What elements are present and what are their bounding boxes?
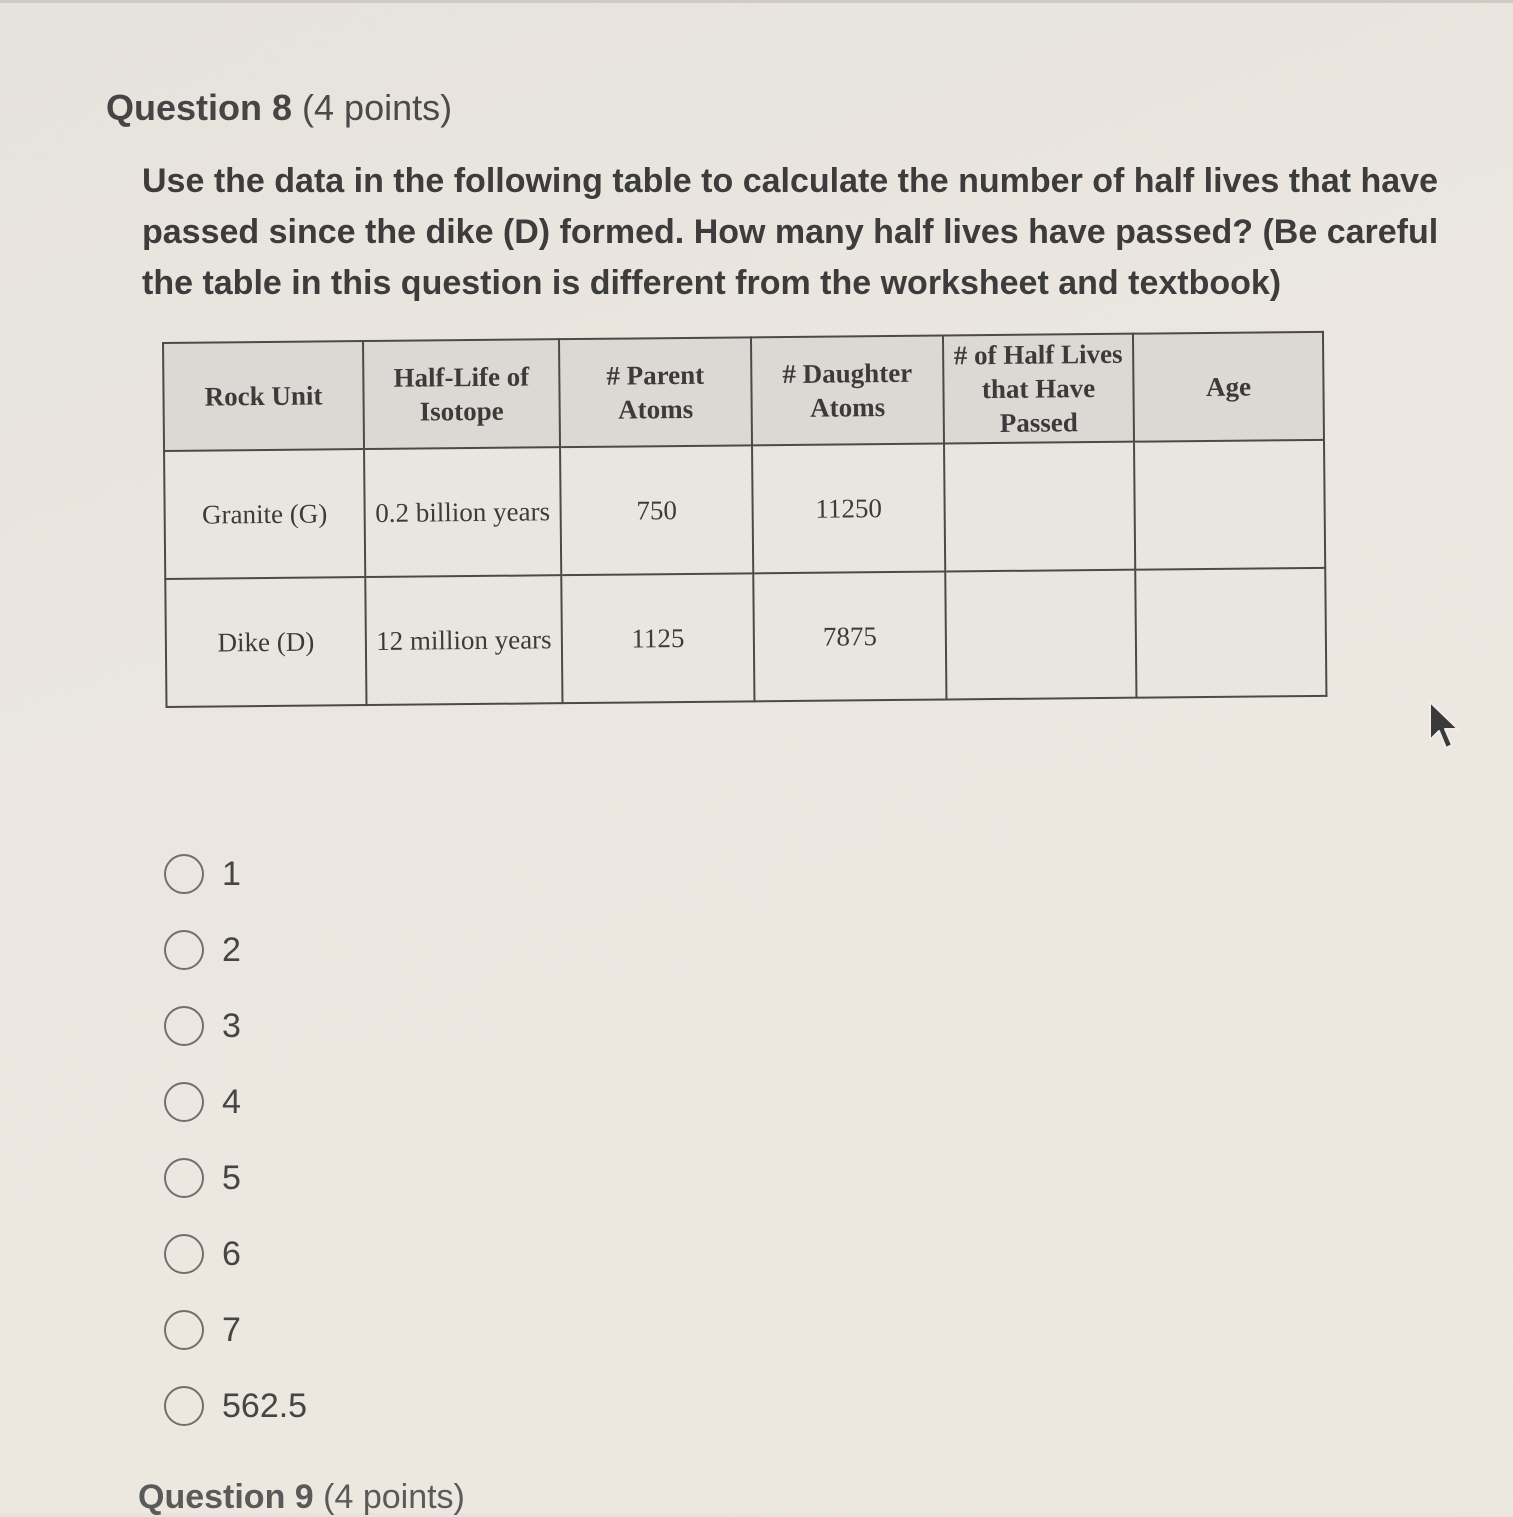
mouse-pointer-icon <box>1428 700 1468 756</box>
header-rock-unit: Rock Unit <box>163 341 364 451</box>
answer-option-3[interactable] <box>164 988 307 1064</box>
cell-rock-unit: Granite (G) <box>164 449 365 579</box>
answer-option-8[interactable] <box>164 1368 307 1444</box>
cell-parent-atoms: 1125 <box>561 573 754 703</box>
cell-age <box>1135 568 1326 698</box>
question-prompt: Use the data in the following table to calculate the number of half lives that have passed since the dike (D) formed. How many half lives have passed? (Be careful the table in this question is different from the worksheet and textbook) <box>142 162 1439 302</box>
header-half-lives-passed: # of Half Lives that Have Passed <box>943 334 1134 444</box>
answer-options <box>164 836 307 1444</box>
cell-daughter-atoms: 11250 <box>752 443 945 573</box>
header-age: Age <box>1133 332 1324 442</box>
header-parent-atoms: # Parent Atoms <box>559 337 752 447</box>
option-label: 562.5 <box>222 1386 308 1425</box>
answer-option-6[interactable] <box>164 1216 307 1292</box>
answer-option-5[interactable] <box>164 1140 307 1216</box>
radio-button[interactable] <box>164 930 204 970</box>
cell-half-lives-passed <box>945 570 1136 700</box>
radio-button[interactable] <box>164 1386 204 1426</box>
next-question-points: (4 points) <box>323 1478 465 1516</box>
table-header-row <box>163 332 1324 451</box>
table-row <box>165 568 1326 707</box>
top-divider <box>0 0 1513 3</box>
radio-button[interactable] <box>164 1310 204 1350</box>
answer-option-2[interactable] <box>164 912 307 988</box>
cell-half-life: 12 million years <box>365 575 562 705</box>
question-header <box>106 86 1466 130</box>
option-label: 3 <box>222 1006 241 1045</box>
radio-button[interactable] <box>164 1082 204 1122</box>
option-label: 7 <box>222 1310 241 1349</box>
cell-parent-atoms: 750 <box>560 445 753 575</box>
question-points: (4 points) <box>302 87 453 128</box>
cell-rock-unit: Dike (D) <box>165 577 366 707</box>
data-table <box>162 331 1327 708</box>
option-label: 1 <box>222 854 241 893</box>
next-question-title: Question 9 <box>138 1478 314 1516</box>
radio-button[interactable] <box>164 1158 204 1198</box>
cell-half-life: 0.2 billion years <box>364 447 561 577</box>
answer-option-1[interactable] <box>164 836 307 912</box>
table-row <box>164 440 1325 579</box>
question-title: Question 8 <box>106 87 293 128</box>
option-label: 5 <box>222 1158 241 1197</box>
question-8 <box>106 86 1466 302</box>
header-half-life: Half-Life of Isotope <box>363 339 560 449</box>
cell-half-lives-passed <box>944 442 1135 572</box>
option-label: 6 <box>222 1234 241 1273</box>
cell-age <box>1134 440 1325 570</box>
header-daughter-atoms: # Daughter Atoms <box>751 336 944 446</box>
radio-button[interactable] <box>164 1234 204 1274</box>
next-question-header <box>138 1478 465 1517</box>
radio-button[interactable] <box>164 854 204 894</box>
cell-daughter-atoms: 7875 <box>753 571 946 701</box>
option-label: 4 <box>222 1082 241 1121</box>
answer-option-4[interactable] <box>164 1064 307 1140</box>
answer-option-7[interactable] <box>164 1292 307 1368</box>
radio-button[interactable] <box>164 1006 204 1046</box>
option-label: 2 <box>222 930 241 969</box>
